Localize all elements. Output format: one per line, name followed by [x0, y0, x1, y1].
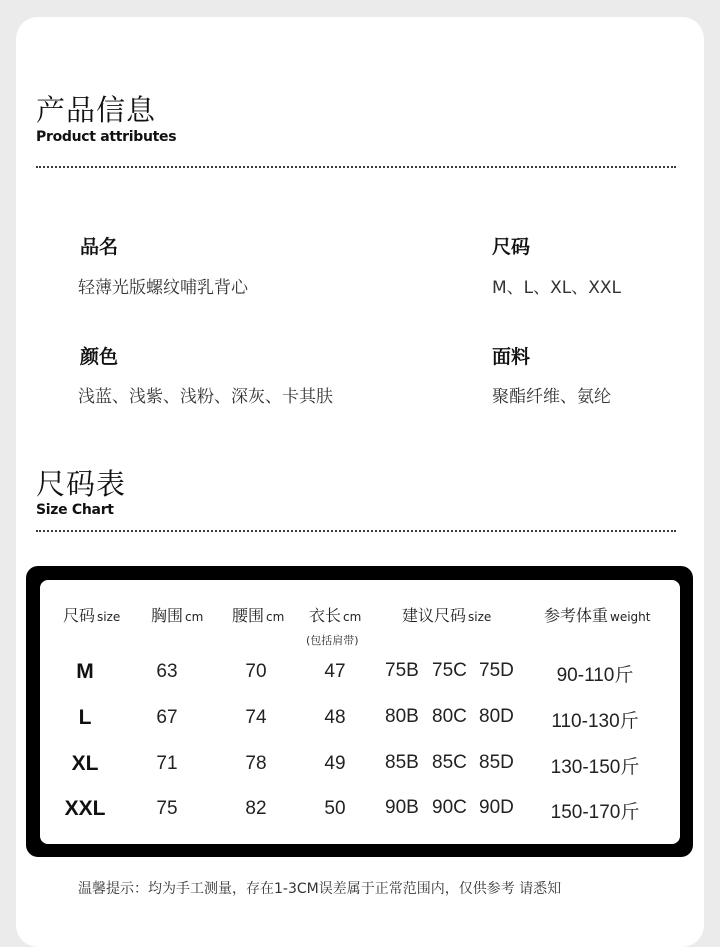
table-cell-cup: 75D: [479, 660, 514, 681]
product-section-subtitle: Product attributes: [36, 129, 177, 145]
attr-label-size: 尺码: [492, 236, 531, 258]
table-cell-cup: 90C: [432, 797, 467, 818]
table-cell-chest: 63: [156, 661, 178, 682]
table-cell-cup: 90B: [385, 797, 419, 818]
divider-dotted: [36, 530, 676, 532]
header-waist: 腰围 cm: [232, 606, 285, 625]
table-cell-cup: 75C: [432, 660, 467, 681]
table-cell-waist: 78: [245, 753, 267, 774]
attr-label-name: 品名: [80, 236, 119, 258]
table-cell-cup: 80C: [432, 706, 467, 727]
table-cell-cup: 75B: [385, 660, 419, 681]
table-cell-weight: 110-130斤: [551, 711, 639, 732]
table-cell-waist: 74: [245, 707, 267, 728]
header-length: 衣长 cm: [309, 606, 362, 625]
table-cell-cup: 85D: [479, 752, 514, 773]
table-cell-cup: 90D: [479, 797, 514, 818]
attr-label-color: 颜色: [80, 346, 119, 368]
table-cell-length: 47: [324, 661, 346, 682]
attr-value-color: 浅蓝、浅紫、浅粉、深灰、卡其肤: [78, 387, 333, 407]
table-cell-length: 49: [324, 753, 346, 774]
header-weight: 参考体重 weight: [544, 606, 651, 625]
table-cell-waist: 82: [245, 798, 267, 819]
header-chest: 胸围 cm: [151, 606, 204, 625]
table-cell-size: XL: [71, 752, 99, 775]
table-cell-cup: 80B: [385, 706, 419, 727]
size-section-subtitle: Size Chart: [36, 502, 114, 518]
table-cell-cup: 85B: [385, 752, 419, 773]
table-cell-size: L: [78, 706, 92, 729]
table-cell-length: 50: [324, 798, 346, 819]
table-cell-size: XXL: [64, 797, 106, 820]
header-size: 尺码 size: [63, 606, 121, 625]
header-length-note: (包括肩带): [306, 634, 359, 647]
attr-value-size: M、L、XL、XXL: [492, 278, 622, 298]
table-cell-chest: 71: [156, 753, 178, 774]
table-cell-cup: 80D: [479, 706, 514, 727]
header-recommended-size: 建议尺码 size: [402, 606, 492, 625]
table-cell-weight: 90-110斤: [556, 665, 634, 686]
table-cell-length: 48: [324, 707, 346, 728]
attr-label-fabric: 面料: [492, 346, 531, 368]
size-section-title: 尺码表: [36, 467, 127, 501]
table-cell-weight: 130-150斤: [550, 757, 640, 778]
table-cell-weight: 150-170斤: [550, 802, 640, 823]
table-cell-chest: 67: [156, 707, 178, 728]
table-cell-cup: 85C: [432, 752, 467, 773]
table-cell-chest: 75: [156, 798, 178, 819]
product-section-title: 产品信息: [36, 93, 157, 127]
table-cell-waist: 70: [245, 661, 267, 682]
attr-value-fabric: 聚酯纤维、氨纶: [492, 387, 611, 407]
attr-value-name: 轻薄光版螺纹哺乳背心: [78, 278, 248, 298]
measurement-note: 温馨提示：均为手工测量，存在1-3CM误差属于正常范围内，仅供参考 请悉知: [78, 881, 562, 897]
divider-dotted: [36, 166, 676, 168]
table-cell-size: M: [76, 660, 94, 683]
